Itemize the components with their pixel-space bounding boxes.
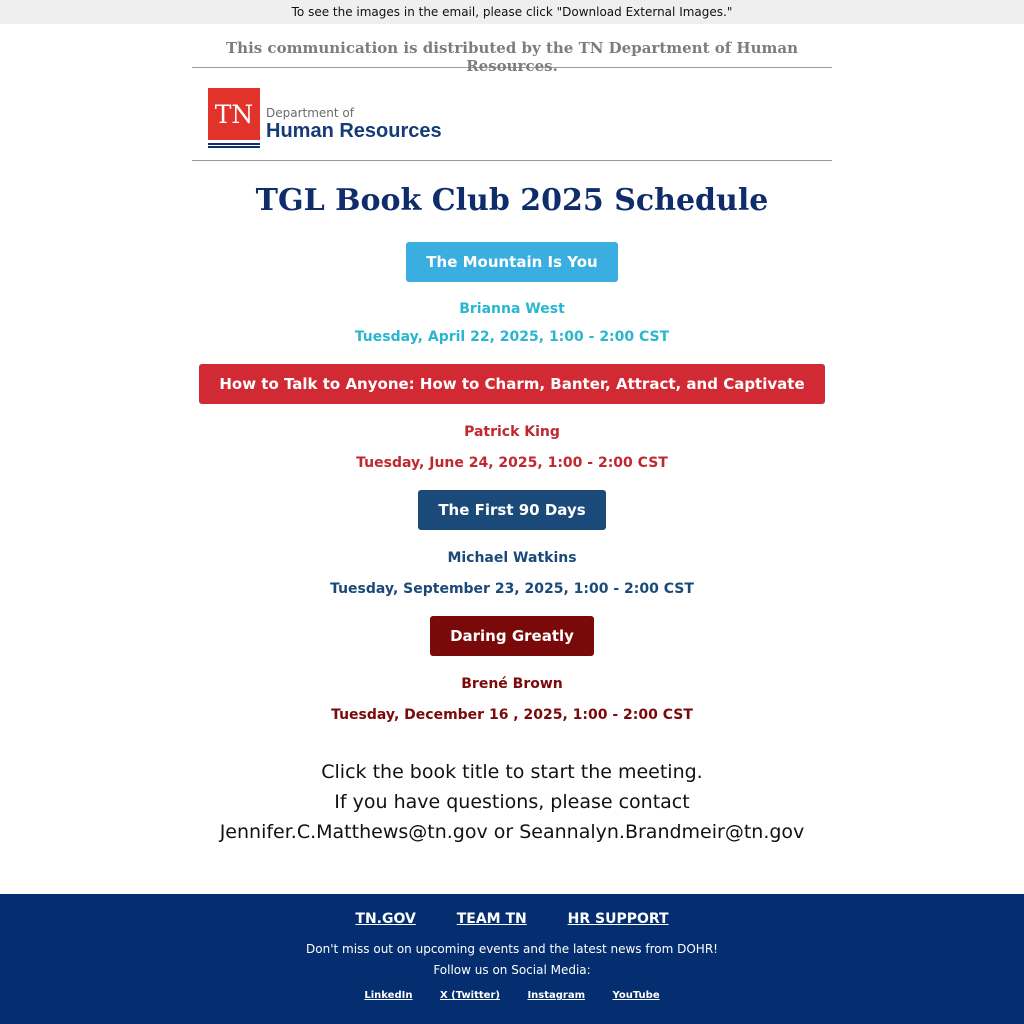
external-images-notice: To see the images in the email, please click "Download External Images.": [291, 5, 733, 19]
book-author: Brianna West: [459, 301, 565, 317]
footer-link-hr-support[interactable]: HR SUPPORT: [567, 911, 669, 927]
footer-nav: [0, 894, 1024, 927]
book-title-button[interactable]: The Mountain Is You: [406, 242, 617, 282]
meeting-instructions: [192, 757, 832, 847]
event-item: [192, 490, 832, 597]
social-link-x-twitter[interactable]: X (Twitter): [439, 990, 500, 1001]
instruction-line: Click the book title to start the meeting.: [321, 761, 703, 783]
page-title: TGL Book Club 2025 Schedule: [255, 183, 769, 218]
event-date: Tuesday, April 22, 2025, 1:00 - 2:00 CST: [354, 329, 670, 345]
footer-tagline: Don't miss out on upcoming events and the latest news from DOHR!: [306, 942, 718, 956]
tn-logo-text: TN: [214, 99, 254, 129]
event-date: Tuesday, September 23, 2025, 1:00 - 2:00 CST: [330, 581, 694, 597]
footer-link-tn-gov[interactable]: TN.GOV: [355, 911, 416, 927]
book-author: Patrick King: [464, 424, 560, 440]
dohr-logo: [208, 88, 442, 140]
email-body: [192, 24, 832, 847]
logo-wordmark: [266, 106, 442, 142]
footer-follow-label: Follow us on Social Media:: [433, 963, 591, 977]
tn-logo-mark: [208, 88, 260, 140]
event-date: Tuesday, June 24, 2025, 1:00 - 2:00 CST: [356, 455, 668, 471]
logo-hr-text: Human Resources: [266, 120, 442, 142]
social-links: [0, 990, 1024, 1001]
logo-row: [192, 68, 832, 161]
event-item: [192, 242, 832, 345]
event-item: [192, 616, 832, 723]
tn-logo-stripes: [208, 142, 260, 148]
social-link-instagram[interactable]: Instagram: [527, 990, 586, 1001]
contact-emails[interactable]: Jennifer.C.Matthews@tn.gov or Seannalyn.Brandmeir@tn.gov: [219, 821, 805, 843]
book-author: Michael Watkins: [447, 550, 577, 566]
event-list: [192, 242, 832, 723]
footer-link-team-tn[interactable]: TEAM TN: [456, 911, 527, 927]
footer: [0, 894, 1024, 1024]
social-link-linkedin[interactable]: LinkedIn: [364, 990, 413, 1001]
book-title-button[interactable]: The First 90 Days: [418, 490, 605, 530]
event-item: [192, 364, 832, 471]
social-link-youtube[interactable]: YouTube: [612, 990, 660, 1001]
event-date: Tuesday, December 16 , 2025, 1:00 - 2:00 CST: [331, 707, 693, 723]
book-author: Brené Brown: [461, 676, 563, 692]
distribution-notice: This communication is distributed by the TN Department of Human Resources.: [192, 24, 832, 68]
logo-dept-text: Department of: [266, 106, 354, 120]
instruction-line: If you have questions, please contact: [334, 791, 690, 813]
footer-message: [0, 939, 1024, 981]
book-title-button[interactable]: Daring Greatly: [430, 616, 594, 656]
external-images-notice-bar: [0, 0, 1024, 24]
book-title-button[interactable]: How to Talk to Anyone: How to Charm, Banter, Attract, and Captivate: [199, 364, 824, 404]
